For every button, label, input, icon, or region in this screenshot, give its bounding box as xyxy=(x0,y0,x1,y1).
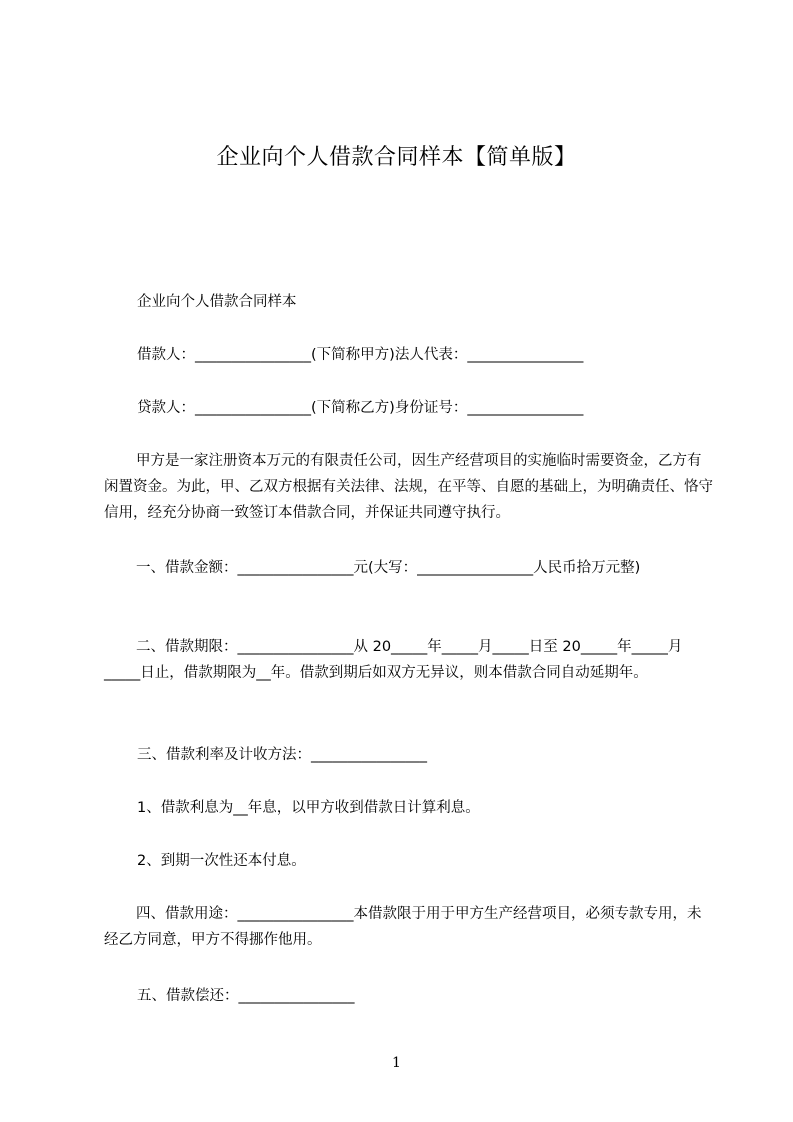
borrower-line: 借款人：________________(下简称甲方)法人代表：________________ xyxy=(137,347,584,363)
clause-interest-item-2: 2、到期一次性还本付息。 xyxy=(137,853,306,869)
clause-loan-purpose: 四、借款用途：________________本借款限于用于甲方生产经营项目，必须专款专用，未经乙方同意，甲方不得挪作他用。 xyxy=(104,906,702,948)
clause-interest-item-1: 1、借款利息为__年息，以甲方收到借款日计算利息。 xyxy=(137,800,480,816)
clause-loan-term: 二、借款期限：________________从 20_____年_____月_____日至 20_____年_____月_____日止，借款期限为__年。借款到期后如双方无异议，则本借款合同自动延期年。 xyxy=(104,639,683,681)
lender-line: 贷款人：________________(下简称乙方)身份证号：________________ xyxy=(137,400,584,416)
clause-interest-method: 三、借款利率及计收方法：________________ xyxy=(137,747,427,763)
document-subtitle: 企业向个人借款合同样本 xyxy=(137,294,297,310)
clause-loan-amount: 一、借款金额：________________元(大写：________________人民币拾万元整) xyxy=(136,560,641,576)
preamble-paragraph: 甲方是一家注册资本万元的有限责任公司，因生产经营项目的实施临时需要资金，乙方有闲置资金。为此，甲、乙双方根据有关法律、法规，在平等、自愿的基础上，为明确责任、恪守信用，经充分协商一致签订本借款合同，并保证共同遵守执行。 xyxy=(104,453,713,521)
clause-repayment: 五、借款偿还：________________ xyxy=(137,988,355,1004)
document-title: 企业向个人借款合同样本【简单版】 xyxy=(216,145,577,170)
page-number: 1 xyxy=(392,1055,401,1071)
